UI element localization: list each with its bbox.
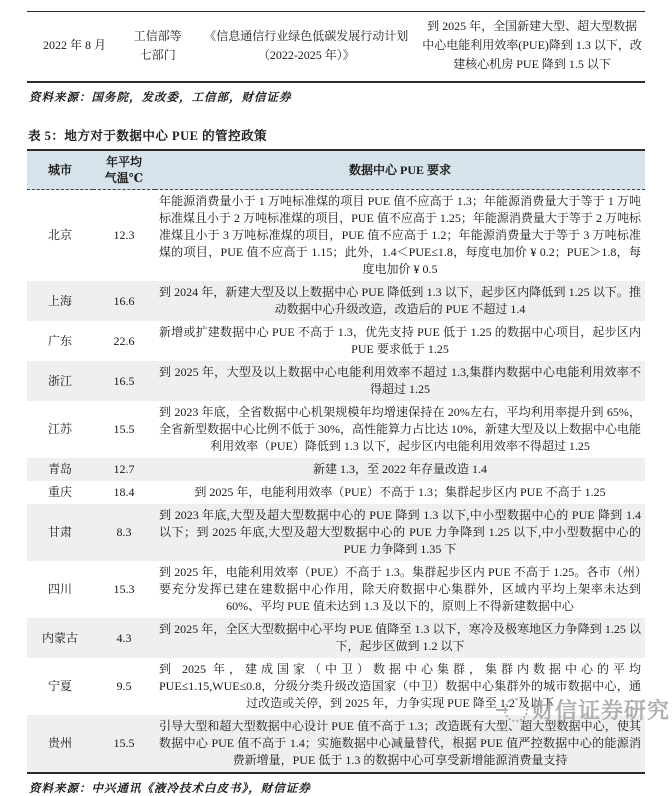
city-cell: 宁夏	[47, 679, 72, 693]
requirement-cell: 到 2025 年，电能利用效率（PUE）不高于 1.3；集群起步区内 PUE 不高于 1.25	[194, 485, 606, 499]
city-cell: 贵州	[47, 736, 72, 750]
temp-cell: 9.5	[116, 679, 132, 693]
city-cell: 内蒙古	[41, 630, 78, 645]
city-cell: 四川	[47, 582, 72, 596]
temp-cell: 15.3	[113, 582, 135, 596]
city-cell: 甘肃	[47, 525, 72, 539]
temp-cell: 15.5	[113, 422, 135, 436]
requirement-cell: 引导大型和超大型数据中心设计 PUE 值不高于 1.3；改造既有大型、超大型数据中心，使其数据中心 PUE 值不高于 1.4；实施数据中心减量替代，根据 PUE 值严控数据中心的能源消费新增量，PUE 低于 1.3 的数据中心可享受新增能源消费量支持	[159, 719, 641, 767]
temp-cell: 4.3	[116, 630, 132, 645]
table-row-guizhou	[27, 715, 645, 773]
table-row-guangdong	[27, 321, 645, 361]
requirement-cell: 到 2025 年，电能利用效率（PUE）不高于 1.3。集群起步区内 PUE 不高于 1.25。各市（州）要充分发挥已建在建数据中心作用，除天府数据中心集群外，区域内平均上架率未达到 60%、平均 PUE 值未达到 1.3 及以下的，原则上不得新建数据中心	[159, 565, 641, 613]
temp-cell: 15.5	[113, 736, 135, 750]
city-cell: 青岛	[47, 462, 72, 476]
report-page	[0, 11, 672, 796]
temp-cell: 16.5	[113, 373, 135, 388]
col-header-city: 城市	[27, 150, 93, 190]
city-cell: 北京	[47, 228, 72, 242]
table-row-zhejiang	[27, 361, 645, 401]
policy-document-title: 《信息通信行业绿色低碳发展行动计划 （2022-2025 年）》	[204, 28, 409, 62]
table-row-beijing	[27, 190, 645, 282]
requirement-cell: 到 2025 年，大型及以上数据中心电能利用效率不超过 1.3,集群内数据中心电能利用效率不得超过 1.25	[159, 365, 641, 396]
city-cell: 上海	[47, 293, 72, 308]
table-row-gansu	[27, 504, 645, 561]
requirement-cell: 年能源消费量小于 1 万吨标准煤的项目 PUE 值不应高于 1.3；年能源消费量大于等于 1 万吨标准煤且小于 2 万吨标准煤的项目，PUE 值不应高于 1.25；年能源消费量大于等于 2 万吨标准煤且小于 3 万吨标准煤的项目，PUE 值不应高于 1.2；年能源消费量大于等于 3 万吨标准煤的项目，PUE 值不应高于 1.15；此外，1.4＜PUE≤1.8，每度电加价 ¥ 0.2；PUE＞1.8，每度电加价 ¥ 0.5	[159, 194, 641, 276]
requirement-cell: 到 2023 年底,大型及超大型数据中心的 PUE 降到 1.3 以下,中小型数据中心的 PUE 降到 1.4 以下；到 2025 年底,大型及超大型数据中心的 PUE 力争降到 1.25 以下,中小型数据中心的 PUE 力争降到 1.35 下	[159, 508, 641, 556]
city-cell: 浙江	[47, 373, 72, 388]
table-row	[27, 12, 645, 81]
col-header-requirement: 数据中心 PUE 要求	[155, 150, 645, 190]
requirement-cell: 新建 1.3，至 2022 年存量改造 1.4	[312, 462, 487, 476]
source-note-bottom: 资料来源：中兴通讯《液冷技术白皮书》，财信证券	[29, 783, 311, 795]
city-cell: 重庆	[47, 485, 72, 499]
temp-cell: 16.6	[113, 293, 135, 308]
requirement-cell: 到 2025 年，全区大型数据中心平均 PUE 值降至 1.3 以下，寒冷及极寒地区力争降到 1.25 以下，起步区做到 1.2 以下	[159, 622, 641, 653]
city-cell: 广东	[47, 333, 72, 348]
requirement-cell: 新增或扩建数据中心 PUE 不高于 1.3，优先支持 PUE 低于 1.25 的数据中心项目，起步区内 PUE 要求低于 1.25	[159, 325, 641, 356]
temp-cell: 22.6	[113, 333, 135, 348]
temp-cell: 12.7	[113, 462, 135, 476]
table-row-ningxia	[27, 658, 645, 715]
table-row-sichuan	[27, 561, 645, 618]
table-row-chongqing	[27, 481, 645, 504]
national-policy-table-fragment	[27, 11, 645, 83]
policy-date: 2022 年 8 月	[43, 38, 107, 52]
table-row-neimenggu	[27, 618, 645, 658]
temp-cell: 18.4	[113, 485, 135, 499]
table5-title: 表 5：地方对于数据中心 PUE 的管控政策	[28, 129, 268, 143]
table-row-shanghai	[27, 281, 645, 321]
temp-cell: 8.3	[116, 525, 132, 539]
temp-cell: 12.3	[113, 228, 135, 242]
requirement-cell: 到 2025 年，建成国家（中卫）数据中心集群，集群内数据中心的平均 PUE≤1.15,WUE≤0.8，分级分类升级改造国家（中卫）数据中心集群外的城市数据中心，通过改造或关停，到 2025 年，力争实现 PUE 降至 1.2 及以下	[159, 662, 641, 710]
source-note-top: 资料来源：国务院，发改委，工信部，财信证券	[29, 92, 292, 104]
policy-issuer: 工信部等 七部门	[133, 28, 182, 62]
table-body	[27, 190, 645, 774]
watermark-text: 财信证券研究	[531, 698, 670, 723]
table-header	[27, 150, 645, 190]
col-header-temp: 年平均 气温℃	[93, 150, 155, 190]
policy-content: 到 2025 年，全国新建大型、超大型数据中心电能利用效率(PUE)降到 1.3 以下，改建核心机房 PUE 降到 1.5 以下	[422, 19, 642, 71]
pue-policy-table	[27, 149, 645, 774]
requirement-cell: 到 2023 年底，全省数据中心机架规模年均增速保持在 20%左右，平均利用率提升到 65%，全省新型数据中心比例不低于 30%，高性能算力占比达 10%，新建大型及以上数据中心电能利用效率（PUE）降低到 1.3 以下，起步区内电能利用效率不得超过 1.25	[159, 405, 641, 453]
requirement-cell: 到 2024 年，新建大型及以上数据中心 PUE 降低到 1.3 以下，起步区内降低到 1.25 以下。推动数据中心升级改造，改造后的 PUE 不超过 1.4	[159, 285, 641, 316]
city-cell: 江苏	[47, 422, 72, 436]
table-row-qingdao	[27, 458, 645, 481]
table-row-jiangsu	[27, 401, 645, 458]
header-row	[27, 150, 645, 190]
